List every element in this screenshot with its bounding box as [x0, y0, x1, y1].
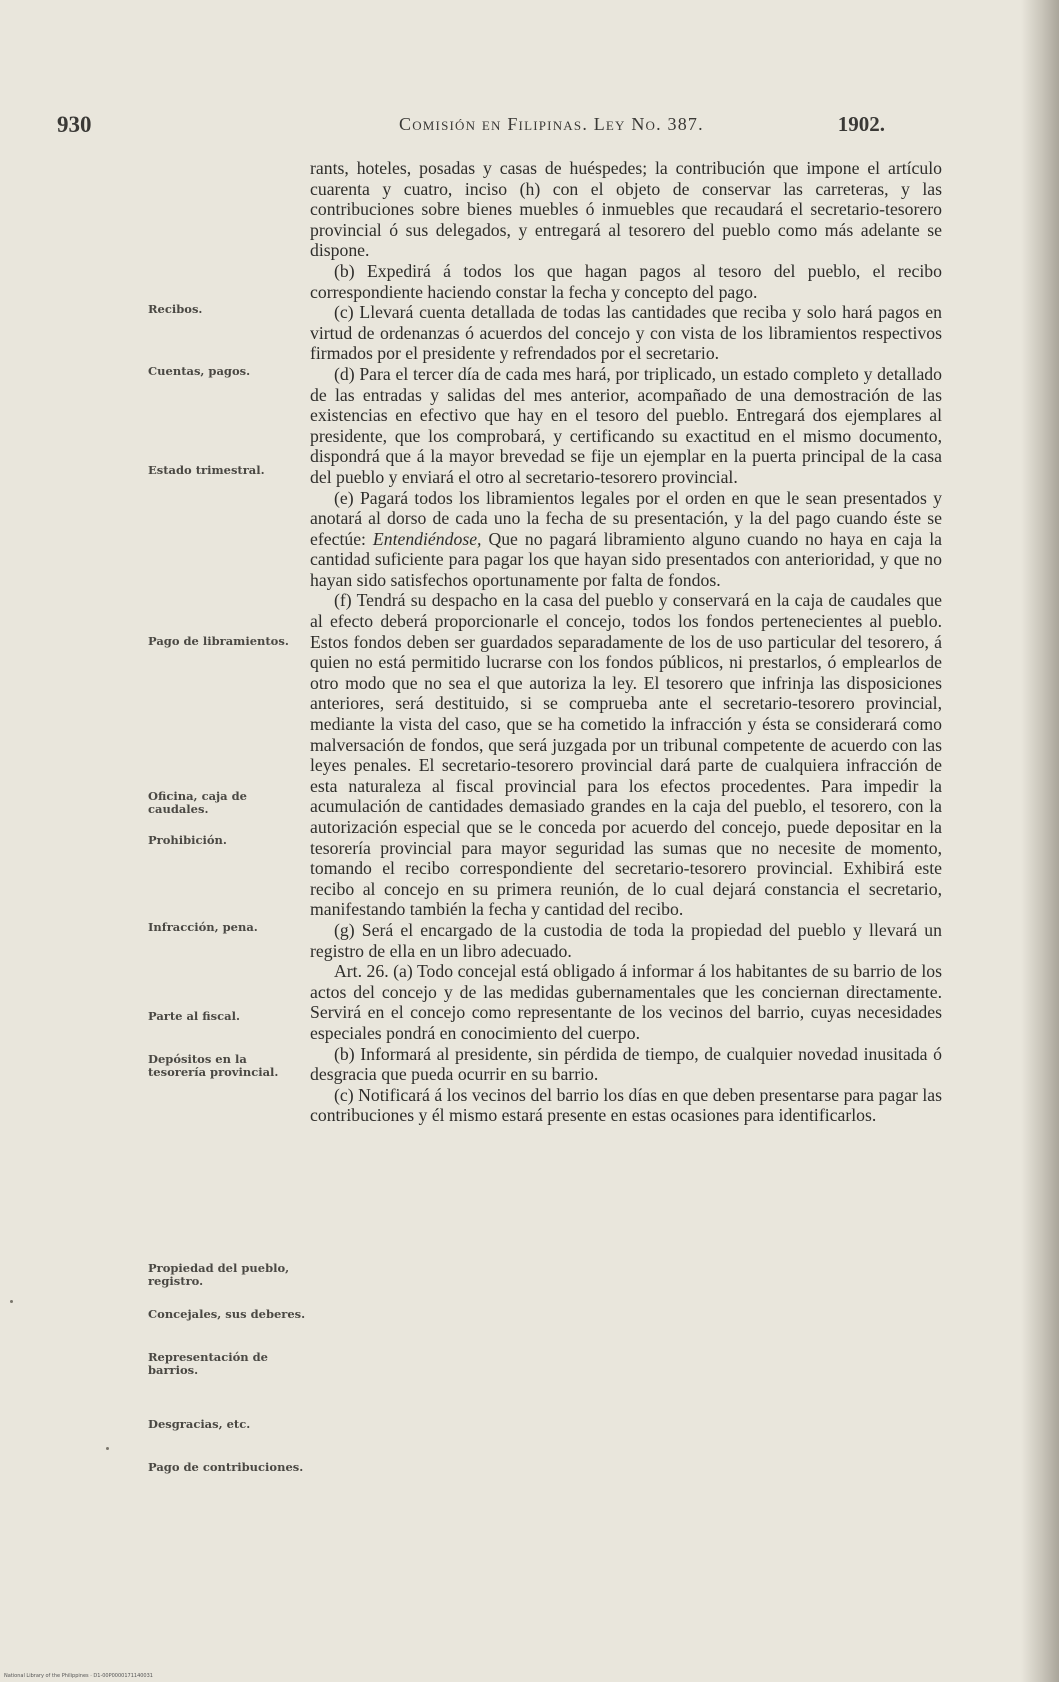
marginal-note-prohibicion: Prohibición.	[148, 833, 227, 847]
running-head-year: 1902.	[837, 112, 885, 136]
paragraph-b: (b) Expedirá á todos los que hagan pagos al tesoro del pueblo, el recibo correspondiente haciendo constar la fecha y concepto del pago.	[310, 260, 942, 302]
paragraph-article-26-b: (b) Informará al presidente, sin pérdida de tiempo, de cualquier novedad inusitada ó desgracia que pueda ocurrir en su barrio.	[310, 1043, 942, 1085]
paragraph-d: (d) Para el tercer día de cada mes hará, por triplicado, un estado completo y detallado de las entradas y salidas del mes anterior, acompañado de una demostración de las existencias en efectivo que hay en el tesoro del pueblo. Entregará dos ejemplares al presidente, que los comprobará, y certificando su exactitud en el mismo documento, dispondrá que á la mayor brevedad se fije un ejemplar en la puerta principal de la casa del pueblo y enviará el otro al secretario-tesorero provincial.	[310, 363, 942, 487]
paragraph-g: (g) Será el encargado de la custodia de toda la propiedad del pueblo y llevará un registro de ella en un libro adecuado.	[310, 919, 942, 961]
paragraph-article-26: Art. 26. (a) Todo concejal está obligado á informar á los habitantes de su barrio de los actos del concejo y de las medidas gubernamentales que les conciernan directamente. Servirá en el concejo como representante de los vecinos del barrio, cuyas necesidades especiales pondrá en conocimiento del cuerpo.	[310, 961, 942, 1043]
paragraph-c: (c) Llevará cuenta detallada de todas las cantidades que reciba y solo hará pagos en virtud de ordenanzas ó acuerdos del concejo y con vista de los libramientos respectivos firmados por el presidente y refrendados por el secretario.	[310, 302, 942, 364]
marginal-note-pago-libramientos: Pago de libramientos.	[148, 634, 289, 648]
paragraph-e	[310, 488, 942, 591]
running-head: Comisión en Filipinas. Ley No. 387.	[399, 114, 704, 134]
marginal-note-concejales: Concejales, sus deberes.	[148, 1307, 306, 1321]
marginal-note-desgracias: Desgracias, etc.	[148, 1417, 251, 1431]
body-text	[310, 158, 942, 1126]
marginal-note-cuentas: Cuentas, pagos.	[148, 364, 251, 378]
marginal-note-infraccion: Infracción, pena.	[148, 920, 258, 934]
paragraph-article-26-c: (c) Notificará á los vecinos del barrio los días en que deben presentarse para pagar las contribuciones y él mismo estará presente en estas ocasiones para identificarlos.	[310, 1084, 942, 1126]
paragraph: rants, hoteles, posadas y casas de huéspedes; la contribución que impone el artículo cuarenta y cuatro, inciso (h) con el objeto de conservar las carreteras, y las contribuciones sobre bienes muebles ó inmuebles que recaudará el secretario-tesorero provincial ó sus delegados, y entregará al tesorero del pueblo como más adelante se dispone.	[310, 158, 942, 261]
paragraph-e-text: (e) Pagará todos los libramientos legales por el orden en que le sean presentados y anotará al dorso de cada uno la fecha de su presentación, y la del pago cuando éste se efectúe:	[310, 487, 942, 549]
marginal-note-oficina: Oficina, caja de caudales.	[148, 789, 247, 816]
scan-speck	[106, 1447, 109, 1450]
scan-credit: National Library of the Philippines · D1-00P0000171140031	[4, 1673, 153, 1679]
paragraph-e-proviso: Que no pagará libramiento alguno cuando no haya en caja la cantidad suficiente para pagar los que hayan sido presentados con anterioridad, y que no hayan sido satisfechos oportunamente por falta de fondos.	[310, 528, 942, 590]
page-number: 930	[57, 112, 92, 137]
scan-speck	[10, 1300, 13, 1303]
marginal-note-parte-fiscal: Parte al fiscal.	[148, 1009, 240, 1023]
marginal-note-representacion: Representación de barrios.	[148, 1350, 268, 1377]
marginal-note-propiedad: Propiedad del pueblo, registro.	[148, 1261, 290, 1288]
paragraph-e-emphasis: Entendiéndose,	[372, 528, 482, 549]
marginal-note-pago-contribuciones: Pago de contribuciones.	[148, 1460, 304, 1474]
marginal-note-estado: Estado trimestral.	[148, 463, 265, 477]
marginal-note-depositos: Depósitos en la tesorería provincial.	[148, 1052, 279, 1079]
paragraph-f: (f) Tendrá su despacho en la casa del pueblo y conservará en la caja de caudales que al efecto deberá proporcionarle el concejo, todos los fondos pertenecientes al pueblo. Estos fondos deben ser guardados separadamente de los de uso particular del tesorero, á quien no está permitido lucrarse con los fondos públicos, ni prestarlos, ó emplearlos de otro modo que no sea el que autoriza la ley. El tesorero que infrinja las disposiciones anteriores, será destituido, si se comprueba ante el secretario-tesorero provincial, mediante la vista del caso, que se ha cometido la infracción y ésta se considerará como malversación de fondos, que será juzgada por un tribunal competente de acuerdo con las leyes penales. El secretario-tesorero provincial dará parte de cualquiera infracción de esta naturaleza al fiscal provincial para los efectos procedentes. Para impedir la acumulación de cantidades demasiado grandes en la caja del pueblo, el tesorero, con la autorización especial que se le conceda por acuerdo del concejo, puede depositar en la tesorería provincial para mayor seguridad las sumas que no necesite de momento, tomando el recibo correspondiente del secretario-tesorero provincial. Exhibirá este recibo al concejo en su primera reunión, de lo cual dejará constancia el secretario, manifestando también la fecha y cantidad del recibo.	[310, 590, 942, 920]
page-header	[57, 112, 885, 144]
marginal-note-recibos: Recibos.	[148, 302, 203, 316]
page-edge-shadow	[1021, 0, 1059, 1682]
